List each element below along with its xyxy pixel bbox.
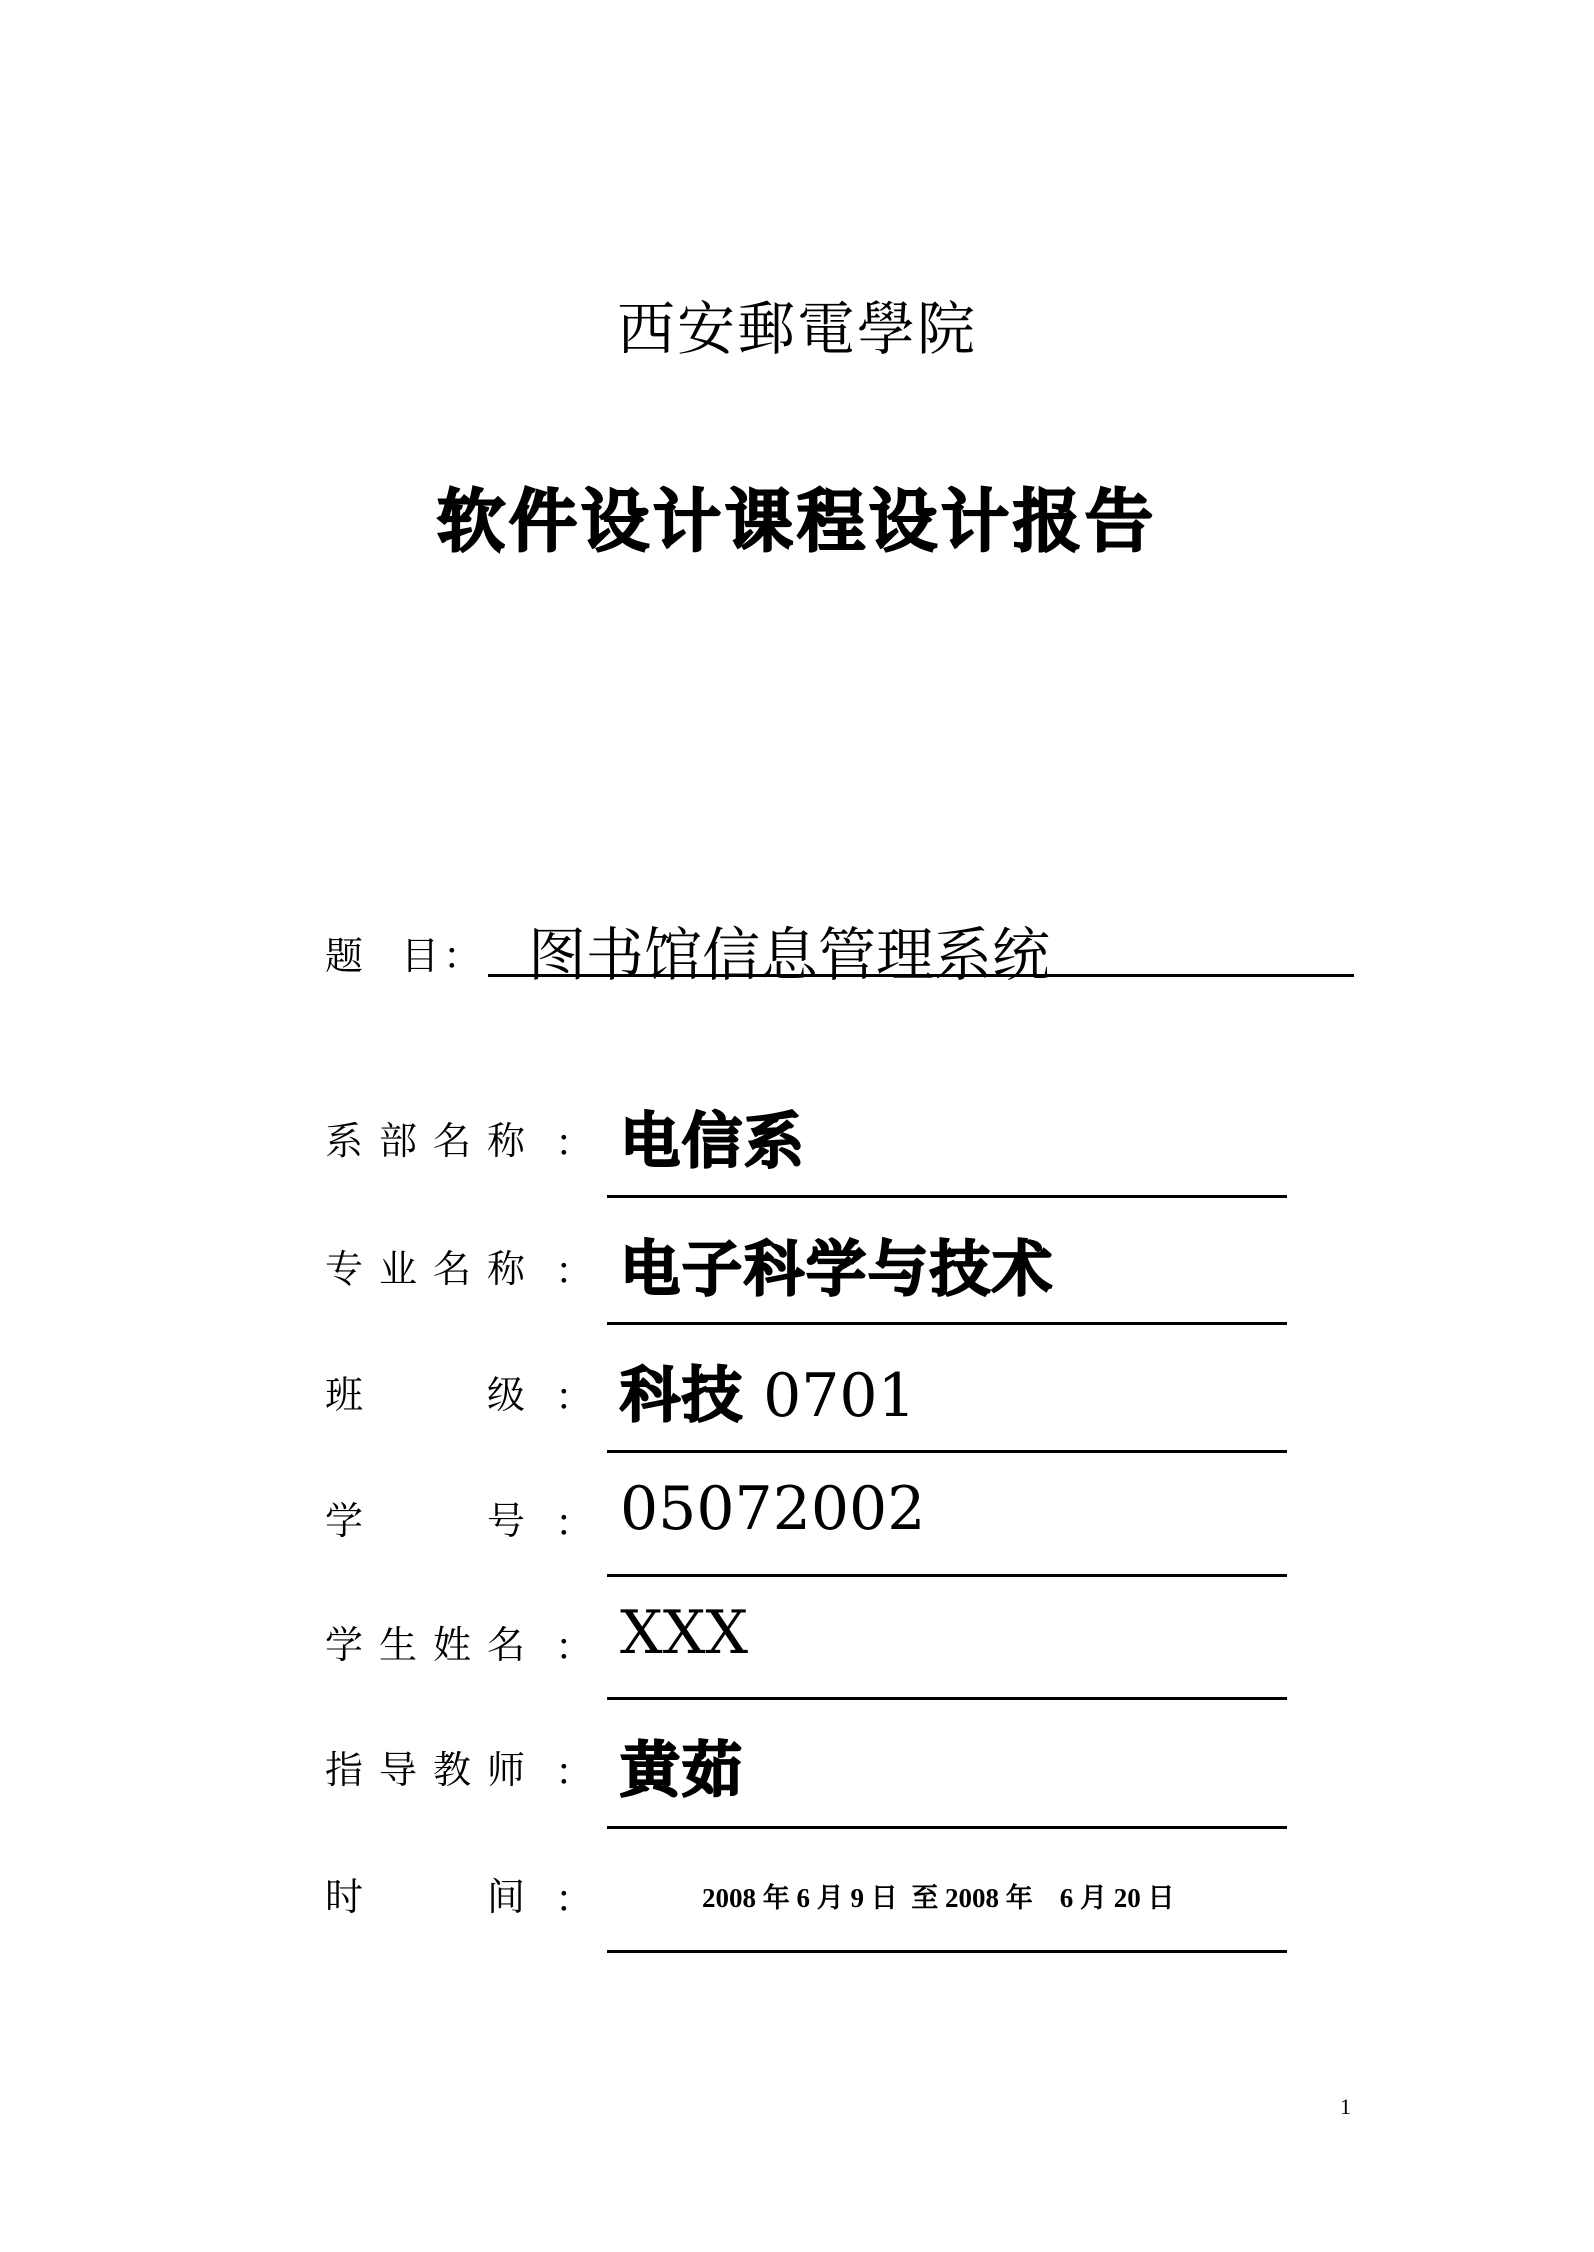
student-name-label: 学 生 姓 名 ： bbox=[325, 1623, 594, 1669]
page-number: 1 bbox=[1340, 2094, 1351, 2119]
student-id-value: 05072002 bbox=[620, 1474, 926, 1544]
class-value-num: 0701 bbox=[763, 1361, 916, 1431]
time-label: 时 间 ： bbox=[325, 1875, 594, 1921]
class-underline bbox=[607, 1450, 1287, 1453]
department-label: 系 部 名 称 ： bbox=[325, 1119, 594, 1165]
school-name: 西安郵電學院 bbox=[616, 295, 977, 363]
topic-label bbox=[325, 925, 485, 980]
major-value: 电子科学与技术 bbox=[620, 1235, 1054, 1305]
advisor-value: 黄茹 bbox=[620, 1736, 744, 1806]
topic-label-colon: ： bbox=[443, 934, 486, 978]
time-value: 2008 年 6 月 9 日 至 2008 年 6 月 20 日 bbox=[702, 1883, 1175, 1913]
advisor-underline bbox=[607, 1826, 1287, 1829]
time-underline bbox=[607, 1950, 1287, 1953]
advisor-label: 指 导 教 师 ： bbox=[325, 1748, 594, 1794]
topic-label-char-2: 目 bbox=[401, 934, 444, 978]
student-name-underline bbox=[607, 1697, 1287, 1700]
report-title: 软件设计课程设计报告 bbox=[436, 483, 1157, 562]
topic-value: 图书馆信息管理系统 bbox=[528, 921, 1051, 989]
class-value-cn: 科技 bbox=[620, 1361, 744, 1431]
major-label: 专 业 名 称 ： bbox=[325, 1247, 594, 1293]
class-label: 班 级 ： bbox=[325, 1373, 594, 1419]
student-id-underline bbox=[607, 1574, 1287, 1577]
department-value: 电信系 bbox=[620, 1107, 806, 1177]
department-underline bbox=[607, 1195, 1287, 1198]
student-name-value: XXX bbox=[620, 1598, 749, 1668]
major-underline bbox=[607, 1322, 1287, 1325]
student-id-label: 学 号 ： bbox=[325, 1499, 594, 1545]
topic-underline bbox=[488, 974, 1354, 977]
class-value bbox=[620, 1348, 916, 1434]
topic-label-char-1: 题 bbox=[325, 934, 368, 978]
